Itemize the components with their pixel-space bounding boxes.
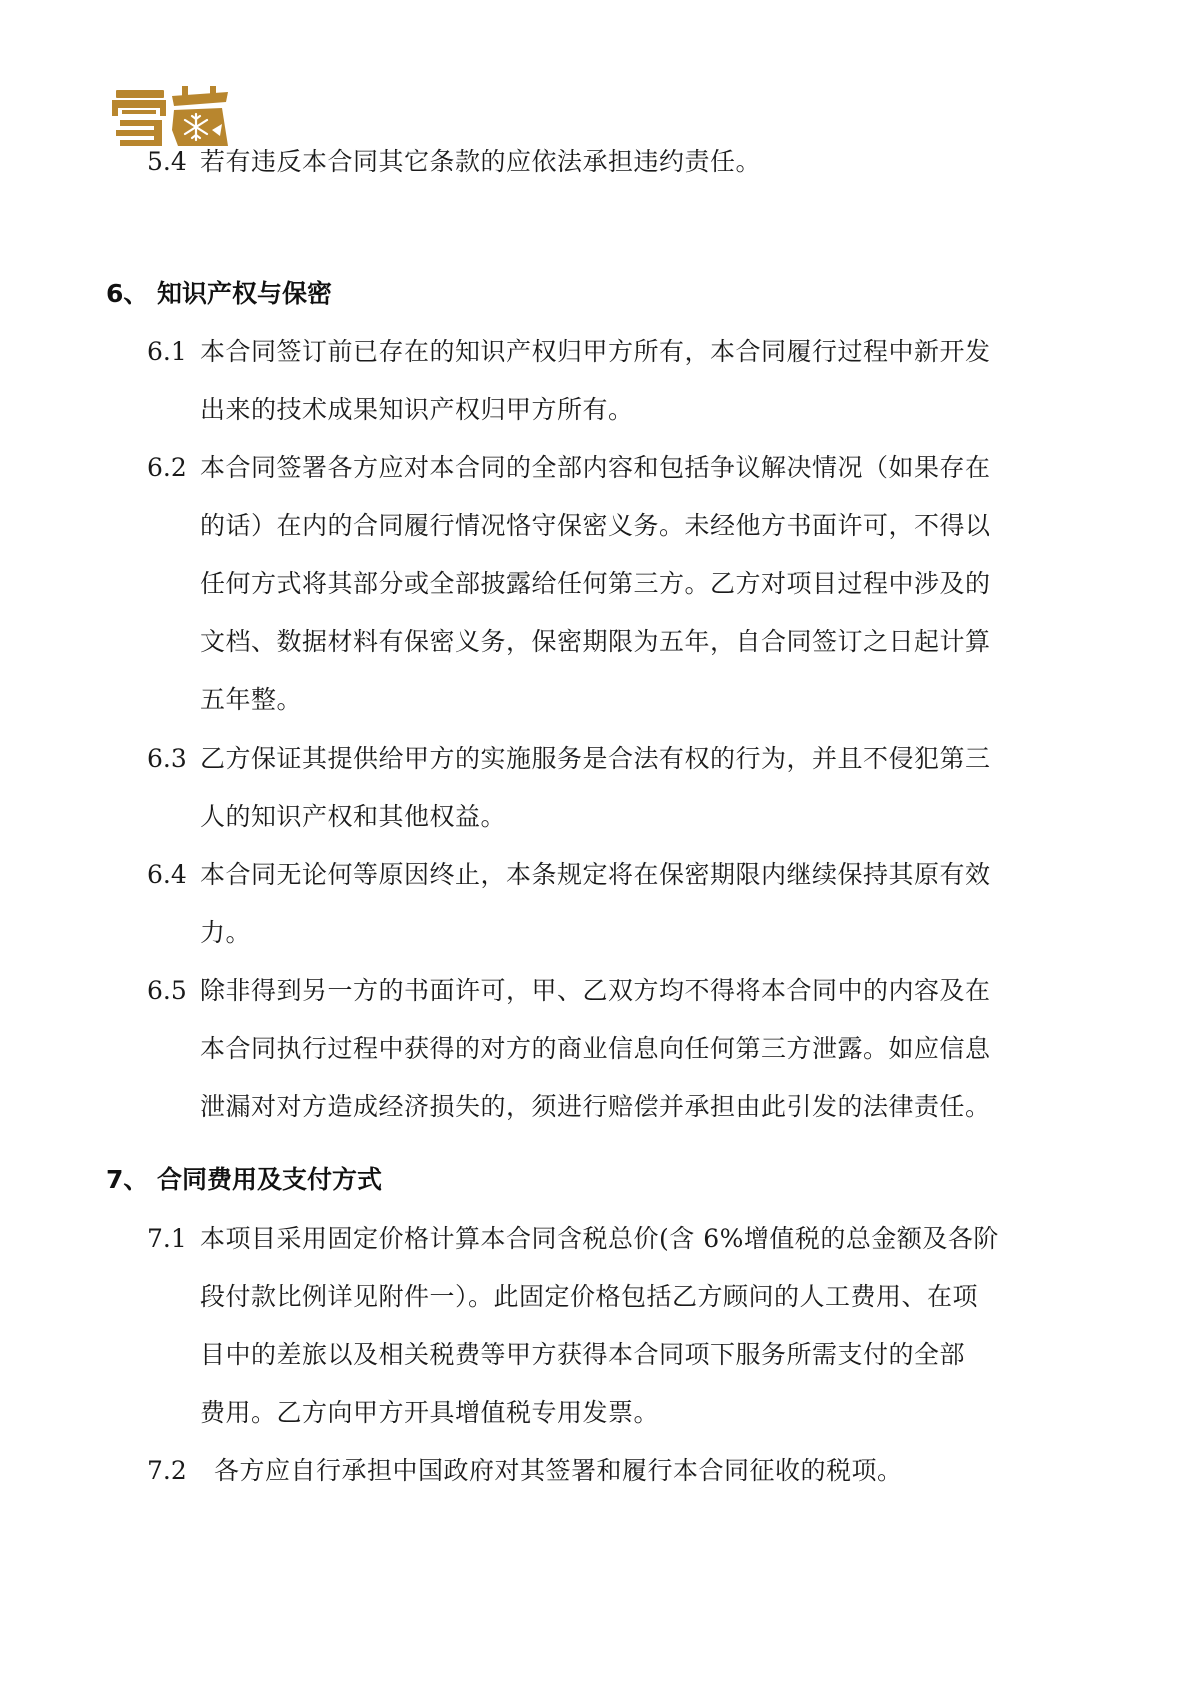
clause-text: 除非得到另一方的书面许可，甲、乙双方均不得将本合同中的内容及在: [200, 976, 991, 1005]
section-number: 6、: [106, 279, 149, 308]
clause-text: 本项目采用固定价格计算本合同含税总价(含 6%增值税的总金额及各阶: [200, 1224, 999, 1253]
clause-text: 本合同签署各方应对本合同的全部内容和包括争议解决情况（如果存在: [200, 453, 991, 482]
clause-number: 7.1: [147, 1224, 187, 1253]
clause-number: 6.1: [147, 337, 187, 366]
clause-text: 人的知识产权和其他权益。: [200, 802, 507, 831]
clause-text: 费用。乙方向甲方开具增值税专用发票。: [200, 1398, 660, 1427]
clause-text: 五年整。: [200, 685, 303, 714]
clause-text: 的话）在内的合同履行情况恪守保密义务。未经他方书面许可，不得以: [200, 511, 991, 540]
clause-text: 各方应自行承担中国政府对其签署和履行本合同征收的税项。: [214, 1456, 903, 1485]
section-title: 合同费用及支付方式: [157, 1165, 383, 1194]
clause-text: 任何方式将其部分或全部披露给任何第三方。乙方对项目过程中涉及的: [200, 569, 991, 598]
clause-text: 出来的技术成果知识产权归甲方所有。: [200, 395, 634, 424]
clause-text: 泄漏对对方造成经济损失的，须进行赔偿并承担由此引发的法律责任。: [200, 1092, 991, 1121]
section-title: 知识产权与保密: [157, 279, 333, 308]
clause-text: 若有违反本合同其它条款的应依法承担违约责任。: [200, 147, 762, 176]
snow-logo-icon: [112, 86, 230, 148]
clause-text: 本合同签订前已存在的知识产权归甲方所有，本合同履行过程中新开发: [200, 337, 991, 366]
clause-text: 文档、数据材料有保密义务，保密期限为五年，自合同签订之日起计算: [200, 627, 991, 656]
clause-text: 段付款比例详见附件一）。此固定价格包括乙方顾问的人工费用、在项: [200, 1282, 979, 1311]
clause-number: 5.4: [147, 147, 187, 176]
brand-logo: [112, 86, 230, 148]
clause-number: 6.4: [147, 860, 187, 889]
clause-text: 本合同无论何等原因终止，本条规定将在保密期限内继续保持其原有效: [200, 860, 991, 889]
clause-number: 6.2: [147, 453, 187, 482]
clause-text: 本合同执行过程中获得的对方的商业信息向任何第三方泄露。如应信息: [200, 1034, 991, 1063]
clause-text: 目中的差旅以及相关税费等甲方获得本合同项下服务所需支付的全部: [200, 1340, 966, 1369]
clause-text: 乙方保证其提供给甲方的实施服务是合法有权的行为，并且不侵犯第三: [200, 744, 991, 773]
clause-number: 6.5: [147, 976, 187, 1005]
clause-number: 6.3: [147, 744, 187, 773]
clause-text: 力。: [200, 918, 252, 947]
clause-number: 7.2: [147, 1456, 187, 1485]
section-number: 7、: [106, 1165, 149, 1194]
